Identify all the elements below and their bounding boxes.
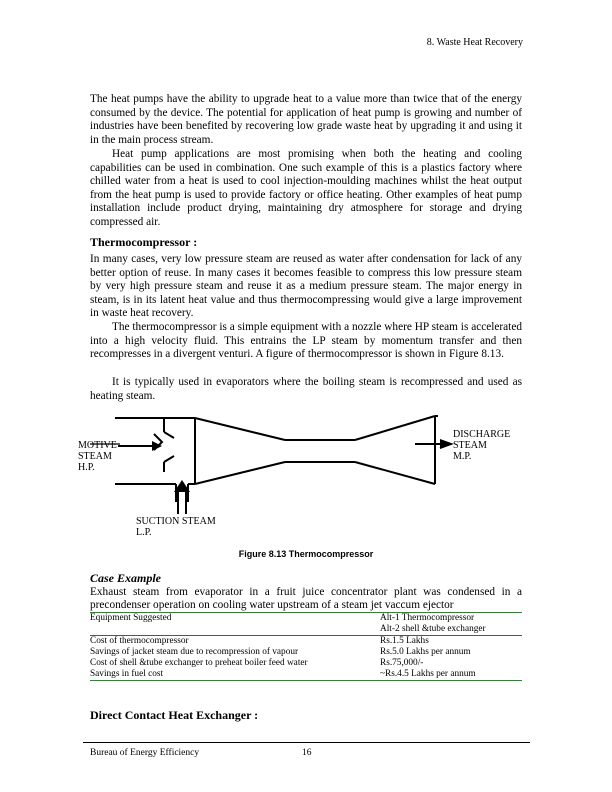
paragraph-heat-pump-intro bbox=[90, 93, 522, 147]
paragraph-thermo-usage bbox=[90, 376, 522, 403]
case-example-table bbox=[90, 612, 522, 681]
label-line: M.P. bbox=[453, 451, 472, 462]
paragraph-text: Heat pump applications are most promising when both the heating and cooling capabilities can be used in combination. One such example of this is a plastics factory where chilled water from a heat is used to cool injection-moulding machines whilst the heat output from the heat pump is used to provide factory or office heating. Other examples of heat pump installation include product drying, maintaining dry atmosphere for storage and drying compressed air. bbox=[90, 148, 522, 228]
converging-top bbox=[195, 418, 285, 440]
footer-organization: Bureau of Energy Efficiency bbox=[90, 748, 200, 758]
paragraph-text: The heat pumps have the ability to upgrade heat to a value more than twice that of the energy consumed by the device. The potential for application of heat pump is growing and number of industries have been benefited by recovering low grade waste heat by upgrading it and using it in the main process stream. bbox=[90, 93, 522, 146]
label-line: STEAM bbox=[453, 440, 487, 451]
table-cell: Cost of shell &tube exchanger to preheat boiler feed water bbox=[90, 658, 308, 668]
diverging-top bbox=[355, 416, 435, 440]
section-heading-thermocompressor: Thermocompressor : bbox=[90, 235, 198, 249]
page-number: 16 bbox=[302, 748, 312, 758]
table-row bbox=[90, 636, 522, 648]
label-line: MOTIVE bbox=[78, 440, 117, 451]
case-example-text bbox=[90, 586, 522, 612]
table-cell bbox=[380, 613, 522, 636]
table-cell: Rs.75,000/- bbox=[380, 658, 424, 668]
table-row bbox=[90, 658, 522, 669]
table-header-row bbox=[90, 613, 522, 636]
converging-bottom bbox=[195, 462, 285, 484]
paragraph-text: In many cases, very low pressure steam are reused as water after condensation for lack of any better option of reuse. In many cases it becomes feasible to compress this low pressure steam by very high pressure steam and reuse it as a medium pressure steam. The major energy in steam, is in its latent heat value and thus thermocompressing would give a large improvement in waste heat recovery. bbox=[90, 253, 522, 320]
table-cell: Rs.1.5 Lakhs bbox=[380, 636, 522, 648]
paragraph-text: It is typically used in evaporators where the boiling steam is recompressed and used as heating steam. bbox=[90, 376, 522, 402]
suction-steam-label bbox=[136, 516, 216, 538]
label-line: DISCHARGE bbox=[453, 429, 511, 440]
figure-caption: Figure 8.13 Thermocompressor bbox=[238, 549, 374, 559]
cell-line: Alt-2 shell &tube exchanger bbox=[380, 624, 486, 634]
discharge-arrow-head bbox=[440, 439, 454, 449]
paragraph-text: Exhaust steam from evaporator in a fruit juice concentrator plant was condensed in a precondenser operation on cooling water upstream of a steam jet vaccum ejector bbox=[90, 586, 522, 612]
label-line: H.P. bbox=[78, 462, 95, 473]
table-row bbox=[90, 669, 522, 681]
table-row bbox=[90, 647, 522, 658]
paragraph-heat-pump-applications bbox=[90, 148, 522, 230]
nozzle-tip-top bbox=[164, 432, 174, 438]
table-cell: ~Rs.4.5 Lakhs per annum bbox=[380, 669, 522, 681]
table-cell: Rs.5.0 Lakhs per annum bbox=[380, 647, 471, 657]
thermocompressor-figure bbox=[70, 410, 550, 540]
table-cell: Savings in fuel cost bbox=[90, 669, 380, 681]
section-heading-direct-contact: Direct Contact Heat Exchanger : bbox=[90, 708, 259, 722]
nozzle-tip-bottom bbox=[164, 456, 174, 462]
diverging-bottom bbox=[355, 462, 435, 484]
paragraph-thermo-description bbox=[90, 321, 522, 362]
discharge-steam-label bbox=[453, 429, 510, 462]
table-cell: Equipment Suggested bbox=[90, 613, 380, 636]
cell-line: Alt-1 Thermocompressor bbox=[380, 613, 475, 623]
case-example-heading: Case Example bbox=[90, 571, 161, 585]
table-cell: Cost of thermocompressor bbox=[90, 636, 380, 648]
footer-divider bbox=[83, 742, 530, 743]
label-line: SUCTION STEAM bbox=[136, 516, 216, 527]
paragraph-thermo-intro bbox=[90, 253, 522, 321]
label-line: L.P. bbox=[136, 527, 152, 538]
motive-steam-label bbox=[78, 440, 117, 473]
table-cell: Savings of jacket steam due to recompression of vapour bbox=[90, 647, 299, 657]
running-header: 8. Waste Heat Recovery bbox=[426, 37, 523, 48]
label-line: STEAM bbox=[78, 451, 112, 462]
paragraph-text: The thermocompressor is a simple equipment with a nozzle where HP steam is accelerated into a high velocity fluid. This entrains the LP steam by momentum transfer and then recompresses in a divergent venturi. A figure of thermocompressor is shown in Figure 8.13. bbox=[90, 321, 522, 361]
